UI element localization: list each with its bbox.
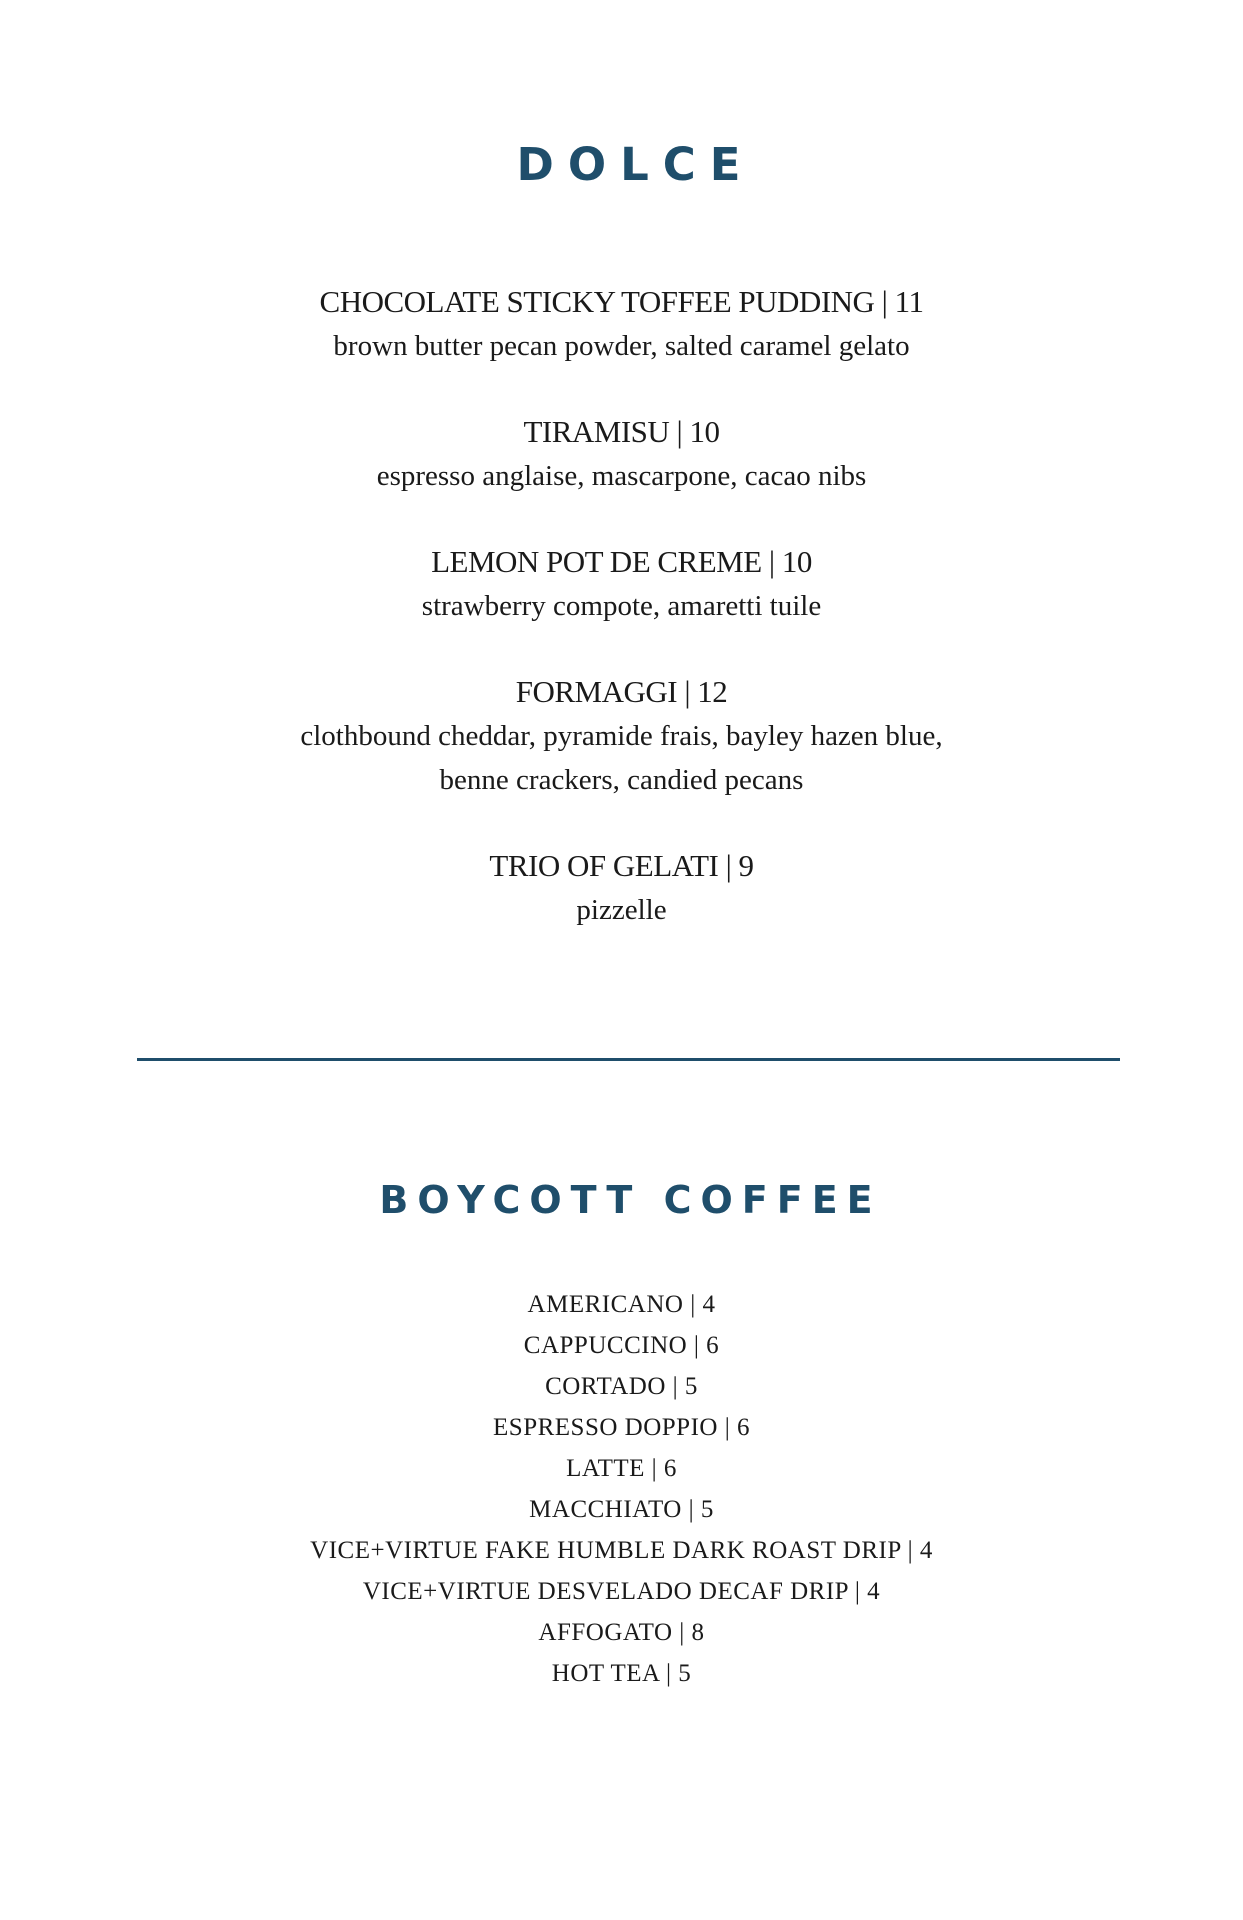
- coffee-item: CORTADO | 5: [545, 1373, 698, 1400]
- dessert-description: espresso anglaise, mascarpone, cacao nibs: [376, 460, 867, 492]
- dessert-item-sticky-toffee: [0, 280, 1243, 368]
- dessert-description: pizzelle: [576, 894, 667, 926]
- dessert-item-formaggi: [0, 670, 1243, 802]
- dessert-description: strawberry compote, amaretti tuile: [421, 590, 822, 622]
- coffee-list: [0, 1284, 1243, 1694]
- coffee-item: ESPRESSO DOPPIO | 6: [493, 1414, 750, 1441]
- coffee-item: AMERICANO | 4: [527, 1291, 716, 1318]
- dessert-list: [0, 280, 1243, 974]
- dessert-description: brown butter pecan powder, salted caramel gelato: [333, 330, 910, 362]
- dessert-description: clothbound cheddar, pyramide frais, bayley hazen blue,: [300, 720, 943, 752]
- coffee-item: VICE+VIRTUE FAKE HUMBLE DARK ROAST DRIP | 4: [310, 1537, 933, 1564]
- coffee-item: AFFOGATO | 8: [538, 1619, 705, 1646]
- coffee-title: BOYCOTT COFFEE: [379, 1178, 882, 1222]
- dessert-item-lemon-pot-de-creme: [0, 540, 1243, 628]
- dessert-name: FORMAGGI | 12: [515, 674, 728, 709]
- dessert-name: CHOCOLATE STICKY TOFFEE PUDDING | 11: [319, 284, 924, 319]
- dessert-name: LEMON POT DE CREME | 10: [431, 544, 812, 579]
- coffee-item: HOT TEA | 5: [551, 1660, 692, 1687]
- dolce-title: DOLCE: [516, 138, 755, 191]
- coffee-item: MACCHIATO | 5: [529, 1496, 714, 1523]
- section-divider: [137, 1058, 1120, 1061]
- dessert-name: TRIO OF GELATI | 9: [489, 848, 754, 883]
- coffee-item: LATTE | 6: [566, 1455, 677, 1482]
- dessert-item-trio-of-gelati: [0, 844, 1243, 932]
- dessert-item-tiramisu: [0, 410, 1243, 498]
- dessert-description: benne crackers, candied pecans: [439, 764, 804, 796]
- coffee-item: VICE+VIRTUE DESVELADO DECAF DRIP | 4: [362, 1578, 881, 1605]
- coffee-item: CAPPUCCINO | 6: [523, 1332, 720, 1359]
- dessert-name: TIRAMISU | 10: [523, 414, 720, 449]
